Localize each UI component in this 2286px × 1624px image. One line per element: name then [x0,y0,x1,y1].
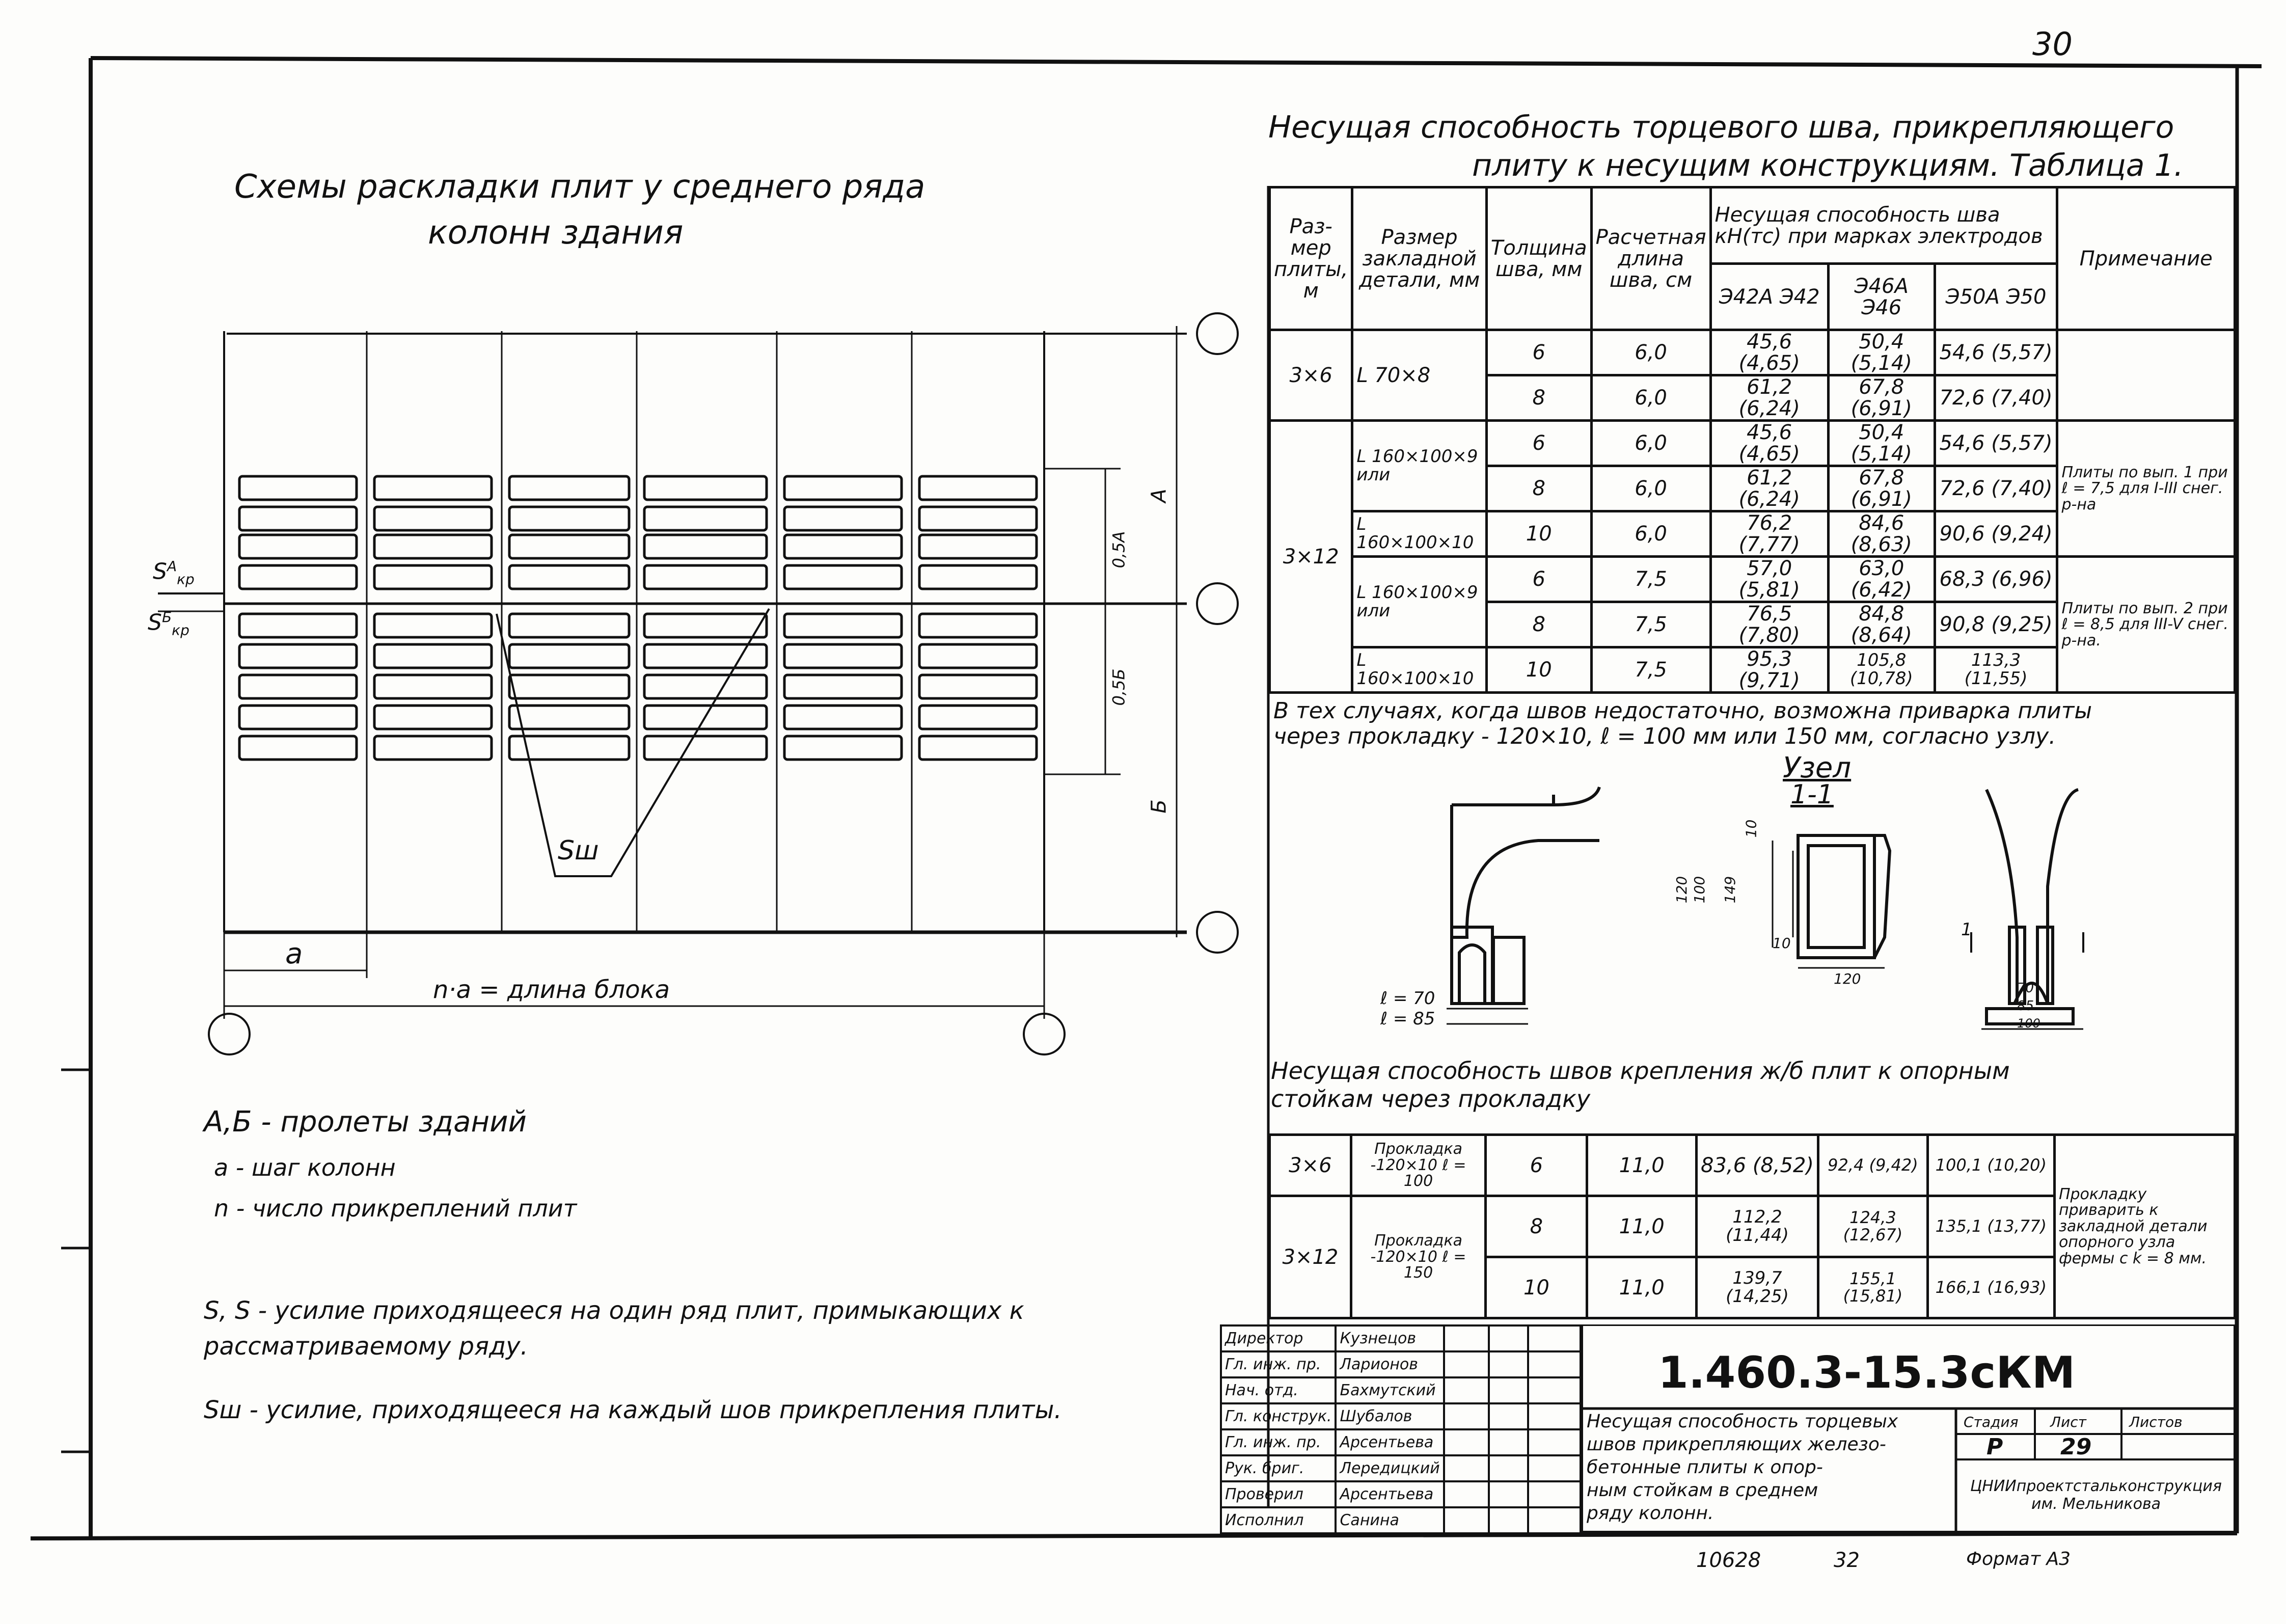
table-row: 8 6,0 61,2 (6,24) 67,8 (6,91) 72,6 (7,40) [1270,466,2235,511]
th-detail: Размер закладной детали, мм [1352,187,1486,330]
table-row: Гл. инж. пр. Арсентьева [1221,1429,1581,1455]
legend-count: n - число прикреплений плит [214,1195,577,1222]
dim-a: а [285,937,303,970]
desc-line3: бетонные плиты к опор- [1587,1457,1823,1478]
table-row: Гл. инж. пр. Ларионов [1221,1351,1581,1377]
remark-line1: В тех случаях, когда швов недостаточно, возможна приварка плиты [1273,698,2092,724]
table-row: L 160×100×9 или 6 7,5 57,0 (5,81) 63,0 (6,42) 68,3 (6,96) Плиты по вып. 2 при ℓ = 8,5 для III-V снег. р-на. [1270,557,2235,602]
dim-l70: ℓ = 70 [1380,988,1435,1009]
dim-05B: 0,5Б [1109,668,1129,706]
stage-value: Р [1986,1434,2003,1460]
th-e42: Э42А Э42 [1710,264,1828,330]
legend-spans: А,Б - пролеты зданий [204,1105,527,1139]
bottom-number: 32 [1834,1549,1860,1572]
label-sum: Sш [558,835,599,866]
table2-title-line2: стойкам через прокладку [1271,1085,1591,1113]
table-row: Проверил Арсентьева [1221,1481,1581,1507]
dim-05A: 0,5А [1109,531,1129,569]
th-e50: Э50А Э50 [1935,264,2057,330]
sheet-header: Лист [2050,1414,2086,1430]
table2-title-line1: Несущая способность швов крепления ж/б плит к опорным [1271,1057,2010,1085]
note1-line2: рассматриваемому ряду. [204,1332,528,1361]
table-row: Гл. конструк. Шубалов [1221,1403,1581,1429]
table-row: L 160×100×10 10 7,5 95,3 (9,71) 105,8 (10,78) 113,3 (11,55) [1270,647,2235,693]
organization: ЦНИИпроектстальконструкция им. Мельникова [1970,1477,2222,1513]
table-row: 3×6 L 70×8 6 6,0 45,6 (4,65) 50,4 (5,14) 54,6 (5,57) [1270,330,2235,375]
dim-70: 70 [2017,981,2034,996]
dim-149: 149 [1722,876,1739,904]
table1-title-line2: плиту к несущим конструкциям. Таблица 1. [1472,148,2184,183]
desc-line4: ным стойкам в среднем [1587,1480,1818,1501]
th-length: Расчетная длина шва, см [1591,187,1710,330]
dim-120-bottom: 120 [1834,970,1861,987]
desc-line5: ряду колонн. [1587,1503,1714,1524]
dim-85: 85 [2017,998,2034,1014]
table-row: 3×6 Прокладка -120×10 ℓ = 100 6 11,0 83,6 (8,52) 92,4 (9,42) 100,1 (10,20) Прокладку приварить к закладной детали опорного узла фермы с k = 8 мм. [1270,1135,2235,1196]
dim-100: 100 [1691,876,1708,904]
doc-code: 1.460.3-15.3сКМ [1658,1347,2076,1398]
format-label: Формат А3 [1966,1549,2071,1569]
sheets-header: Листов [2129,1414,2183,1430]
table-row: Директор Кузнецов [1221,1325,1581,1351]
note2: Sш - усилие, приходящееся на каждый шов прикрепления плиты. [204,1396,1062,1424]
scheme-title-line2: колонн здания [428,214,684,252]
th-size: Раз- мер плиты, м [1270,187,1352,330]
dim-B: Б [1147,799,1171,814]
table-row: Рук. бриг. Лередицкий [1221,1455,1581,1481]
pad-capacity-table [1268,1133,2236,1319]
table-row: Исполнил Санина [1221,1507,1581,1533]
section-mark: 1 [1961,919,1972,940]
table-row: Нач. отд. Бахмутский [1221,1377,1581,1403]
table1-title-line1: Несущая способность торцевого шва, прикрепляющего [1268,110,2174,145]
table-row: 3×12 L 160×100×9 или 6 6,0 45,6 (4,65) 50,4 (5,14) 54,6 (5,57) Плиты по вып. 1 при ℓ = 7,5 для I-III снег. р-на [1270,421,2235,466]
table-row: 8 7,5 76,5 (7,80) 84,8 (8,64) 90,8 (9,25) [1270,602,2235,647]
label-skp-b: $S^Б_{кр}$ [148,609,189,639]
sheet-value: 29 [2060,1434,2092,1460]
th-note: Примечание [2057,187,2235,330]
dim-A: А [1147,489,1171,503]
legend-step: а - шаг колонн [214,1154,396,1181]
node-title: Узел [1783,751,1852,784]
th-e46: Э46А Э46 [1828,264,1935,330]
label-skp-a: $S^А_{кр}$ [153,558,195,588]
title-block [1220,1324,2236,1533]
table-row: 8 6,0 61,2 (6,24) 67,8 (6,91) 72,6 (7,40) [1270,375,2235,421]
dim-100-bottom: 100 [2017,1016,2040,1031]
dim-120: 120 [1673,876,1691,904]
table-row: 10 11,0 139,7 (14,25) 155,1 (15,81) 166,1 (16,93) [1270,1257,2235,1318]
table-row: L 160×100×10 10 6,0 76,2 (7,77) 84,6 (8,63) 90,6 (9,24) [1270,511,2235,557]
scheme-title-line1: Схемы раскладки плит у среднего ряда [234,168,926,206]
dim-10-top: 10 [1743,819,1760,838]
stage-header: Стадия [1964,1414,2019,1430]
table-row: 3×12 Прокладка -120×10 ℓ = 150 8 11,0 112,2 (11,44) 124,3 (12,67) 135,1 (13,77) [1270,1196,2235,1257]
desc-line1: Несущая способность торцевых [1587,1411,1898,1432]
dim-10-bottom: 10 [1773,935,1791,952]
th-thickness: Толщина шва, мм [1486,187,1591,330]
node-sub: 1-1 [1790,779,1834,810]
inventory-number: 10628 [1696,1549,1761,1572]
page-number: 30 [2032,25,2073,63]
note1-line1: S, S - усилие приходящееся на один ряд плит, примыкающих к [204,1296,1024,1325]
node-sketches [1375,784,2088,1049]
desc-line2: швов прикрепляющих железо- [1587,1434,1886,1455]
dim-l85: ℓ = 85 [1380,1009,1435,1029]
th-capacity: Несущая способность шва кН(тс) при марках электродов [1710,187,2057,264]
dim-block: n·a = длина блока [433,976,670,1004]
remark-line2: через прокладку - 120×10, ℓ = 100 мм или 150 мм, согласно узлу. [1273,723,2056,749]
